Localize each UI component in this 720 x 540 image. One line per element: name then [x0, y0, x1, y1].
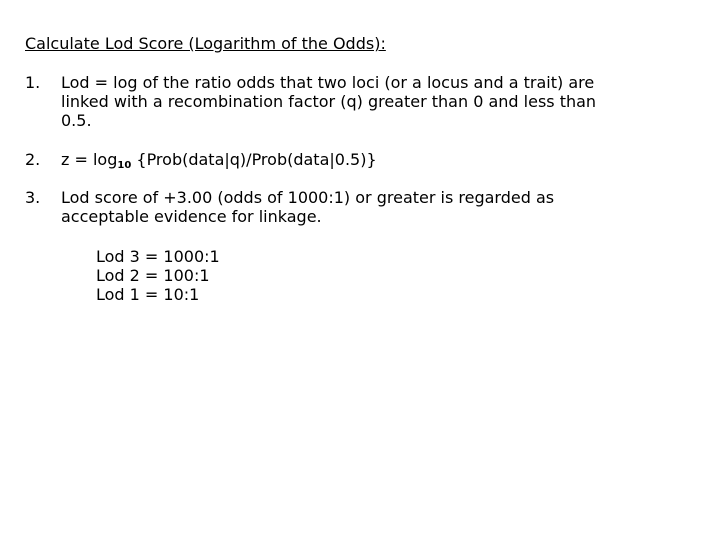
formula-subscript: 10 — [117, 160, 132, 171]
item-text-line: 0.5. — [61, 111, 92, 130]
list-item-1 — [25, 73, 685, 133]
formula-suffix: {Prob(data|q)/Prob(data|0.5)} — [131, 150, 377, 169]
item-number: 1. — [25, 73, 41, 92]
lod-odds-table — [96, 247, 220, 304]
lod-row: Lod 1 = 10:1 — [96, 285, 200, 304]
item-number: 2. — [25, 150, 41, 169]
page-title: Calculate Lod Score (Logarithm of the Odds): — [25, 34, 386, 53]
lod-row: Lod 2 = 100:1 — [96, 266, 210, 285]
list-item-3 — [25, 188, 685, 228]
item-text-line: Lod score of +3.00 (odds of 1000:1) or greater is regarded as — [61, 188, 555, 207]
item-text-line: linked with a recombination factor (q) greater than 0 and less than — [61, 92, 597, 111]
item-number: 3. — [25, 188, 41, 207]
formula-prefix: z = log — [61, 150, 118, 169]
lod-row: Lod 3 = 1000:1 — [96, 247, 220, 266]
formula — [61, 150, 681, 169]
item-text-line: Lod = log of the ratio odds that two loci (or a locus and a trait) are — [61, 73, 595, 92]
list-item-2 — [25, 150, 685, 172]
item-text — [61, 73, 681, 130]
item-text-line: acceptable evidence for linkage. — [61, 207, 322, 226]
item-text — [61, 188, 681, 226]
formula-line — [61, 150, 681, 169]
